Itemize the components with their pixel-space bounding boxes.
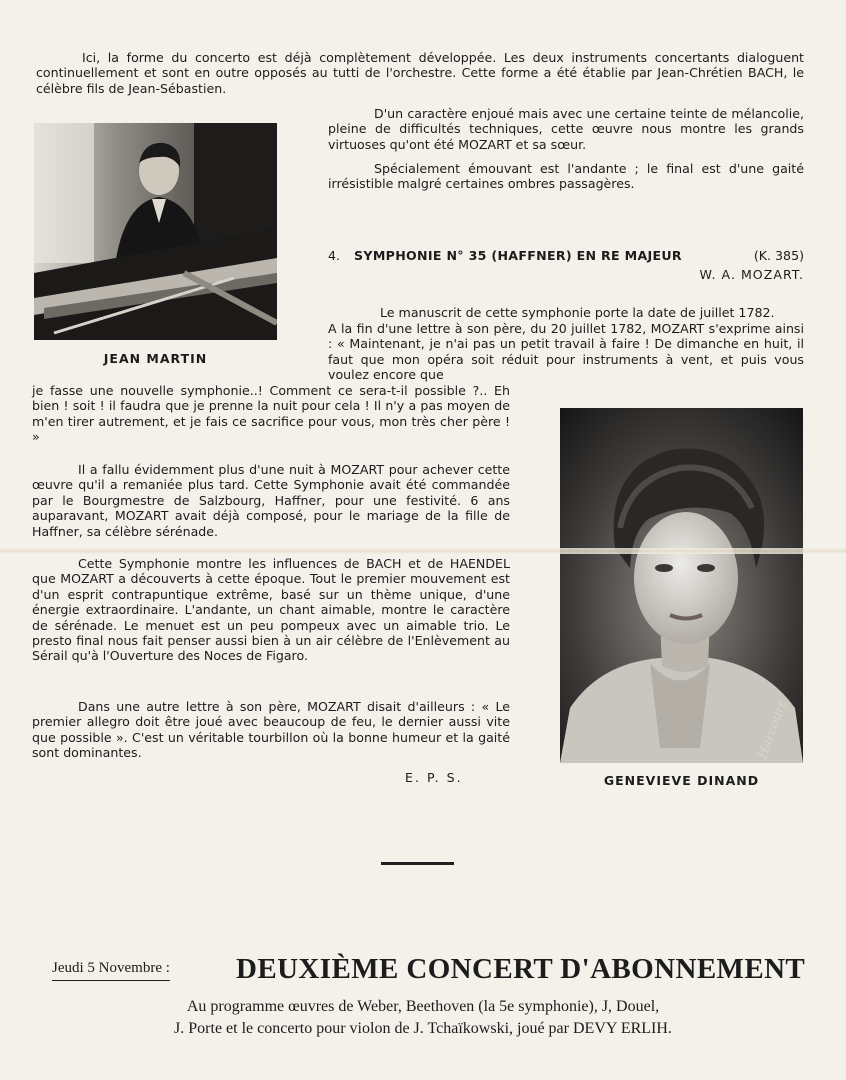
portrait-photograph (560, 408, 803, 763)
program-line-1: Au programme œuvres de Weber, Beethoven (la 5e symphonie), J, Douel, (186, 998, 660, 1015)
intro-paragraph: Ici, la forme du concerto est déjà complètement développée. Les deux instruments concertants dialoguent continuellement et sont en outre opposés au tutti de l'orchestre. Cette forme a été établie par Jean-Chrétien BACH, le célèbre fils de Jean-Sébastien. (36, 50, 804, 96)
piece-title: SYMPHONIE N° 35 (HAFFNER) EN RE MAJEUR (354, 248, 682, 263)
separator-rule (381, 862, 454, 865)
manuscript-paragraph-top: Le manuscrit de cette symphonie porte la date de juillet 1782. (380, 305, 775, 320)
studio-signature: Harcourt (755, 699, 791, 761)
piece-heading (328, 248, 804, 263)
letter-paragraph: Dans une autre lettre à son père, MOZART disait d'ailleurs : « Le premier allegro doit être joué avec beaucoup de feu, le dernier aussi vite que possible ». C'est un véritable tourbillon où la bonne humeur et la gaité sont dominantes. (32, 699, 510, 761)
pianist-photograph (34, 123, 277, 340)
concert-date: Jeudi 5 Novembre : (52, 960, 170, 981)
manuscript-paragraph-mozart-letter: A la fin d'une lettre à son père, du 20 juillet 1782, MOZART s'exprime ainsi : « Maintenant, je n'ai pas un petit travail à faire ! De dimanche en huit, il faut que mon opéra soit réduit pour instruments à vent, et puis vous voulez encore que (328, 321, 804, 383)
piece-composer: W. A. MOZART. (699, 267, 804, 282)
piece-number: 4. (328, 248, 341, 263)
paper-fold-line (0, 548, 846, 554)
program-line-2: J. Porte et le concerto pour violon de J. Tchaïkowski, joué par DEVY ERLIH. (174, 1020, 672, 1037)
night-paragraph: Il a fallu évidemment plus d'une nuit à MOZART pour achever cette œuvre qu'il a remaniée plus tard. Cette Symphonie avait été commandée par le Bourgmestre de Salzbourg, Haffner, pour une festivité. 6 ans auparavant, MOZART avait déjà composé, pour le mariage de la fille de Haffner, sa célèbre sérénade. (32, 462, 510, 539)
concert-headline: DEUXIÈME CONCERT D'ABONNEMENT (236, 953, 806, 985)
manuscript-paragraph-continued: je fasse une nouvelle symphonie..! Comment ce sera-t-il possible ?.. Eh bien ! soit ! il faudra que je prenne la nuit pour cela ! Il n'y a pas moyen de m'en tirer autrement, et je fais ce sacrifice pour vous, mon très cher père ! » (32, 383, 510, 445)
piece-catalog: (K. 385) (753, 248, 804, 263)
genevieve-dinand-caption: GENEVIEVE DINAND (603, 773, 760, 788)
character-paragraph: D'un caractère enjoué mais avec une certaine teinte de mélancolie, pleine de difficultés techniques, cette œuvre nous montre les grands virtuoses qu'ont été MOZART et sa sœur. (328, 106, 804, 152)
genevieve-dinand-photo (560, 408, 803, 763)
jean-martin-caption: JEAN MARTIN (103, 351, 208, 366)
author-signature: E. P. S. (405, 770, 463, 785)
jean-martin-photo (34, 123, 277, 340)
influences-paragraph: Cette Symphonie montre les influences de BACH et de HAENDEL que MOZART a découverts à cette époque. Tout le premier mouvement est d'un esprit contrapuntique extrême, basé sur un thème unique, d'une énergie extraordinaire. L'andante, un chant aimable, montre le caractère de sérénade. Le menuet est un peu pompeux avec un aimable trio. Le presto final nous fait penser aussi bien à un air célèbre de l'Enlèvement au Sérail qu'à l'Ouverture des Noces de Figaro. (32, 556, 510, 664)
andante-paragraph: Spécialement émouvant est l'andante ; le final est d'une gaité irrésistible malgré certaines ombres passagères. (328, 161, 804, 192)
